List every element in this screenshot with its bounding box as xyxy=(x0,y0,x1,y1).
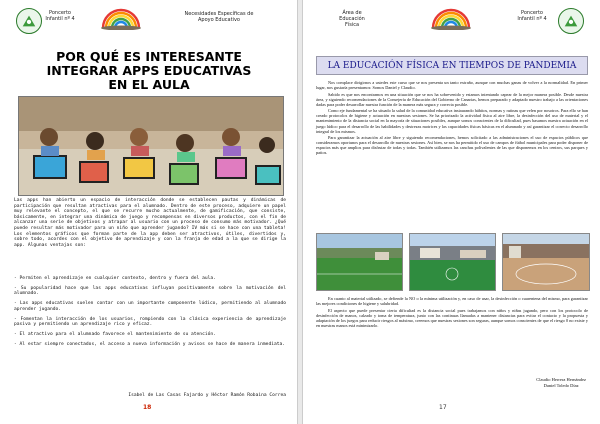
left-header-area: Necesidades Específicas de Apoyo Educativo xyxy=(184,11,254,23)
article-authors: Claudio Herrera Hernández Daniel Toledo Díaz xyxy=(536,377,586,388)
rainbow-icon xyxy=(100,6,142,30)
list-item: - Las apps educativas suelen contar con un importante componente lúdico, permitiendo al alumnado aprender jugando. xyxy=(14,301,286,312)
paragraph: Como eje fundamental se ha situado la salud de la comunidad educativa instaurando hábitos, normas y rutinas que velen por nosotros. Para ello se han creado protocolos de higiene y actuación en nuestras sesiones. Se ha priorizado la actividad física al aire libre, la desinfección del uso de material y el mantenimiento de la distancia social en la mayoría de situaciones posibles, aunque somos conscientes de la dificultad, pues basamos nuestra actuación en el juego lúdico para el desarrollo de las habilidades y destrezas motrices y las capacidades físicas básicas en el alumnado y así garantizar el correcto desarrollo integral de los mismos. xyxy=(316,108,588,134)
article-author: Isabel de Las Casas Fajardo y Héctor Ramón Robaina Correa xyxy=(128,393,286,398)
paragraph: El aspecto que puede presentar cierta dificultad es la distancia social pues trabajamos con niños y niñas jugando, pero con los protocolo de desinfección de manos, calzado y toma de temperatura, junto con las continuas llamadas a mantener distancias para evitar el contacto y la propuesta y adaptación de los juegos para reducir riesgos al máximo, creemos que nuestras sesiones son seguras, aunque somos conscientes de que el riesgo 0 no existe y en nuestras manos está minimizarlo. xyxy=(316,307,588,328)
page-number-right: 17 xyxy=(439,404,447,411)
right-header-title: Poncerto Infantil nº 4 xyxy=(517,10,547,22)
left-page xyxy=(0,0,298,424)
page-title: POR QUÉ ES INTERESANTE INTEGRAR APPS EDUCATIVAS EN EL AULA xyxy=(46,49,252,92)
tablets-photo xyxy=(18,96,284,196)
sports-court-photo xyxy=(502,233,590,291)
list-item: - Permiten el aprendizaje en cualquier contexto, dentro y fuera del aula. xyxy=(14,276,216,281)
advantages-list xyxy=(14,276,286,351)
article-body-top xyxy=(316,80,588,157)
paragraph: Nos complace dirigirnos a ustedes este curso que se nos presenta un tanto extraño, aunque con muchas ganas de volver a la normalidad. En primer lugar, nos gustaría presentarnos: Somos Daniel y Claudio. xyxy=(316,80,588,91)
list-item: - El atractivo para el alumnado favorece el mantenimiento de su atención. xyxy=(14,331,216,337)
football-field-photo xyxy=(316,233,403,291)
football-field-photo xyxy=(409,233,496,291)
rainbow-icon xyxy=(430,6,472,30)
list-item: - Al estar siempre conectados, el acceso a nueva información y avisos se hace de manera inmediata. xyxy=(14,341,286,347)
intro-paragraph: Las apps han abierto un espacio de interacción donde se establecen pautas y dinámicas de participación que resultan atractivas para el alumnado. Dentro de este proceso, adquiere un papel muy relevante el concepto, el que se recurre mucho actualmente, de gamificación, que consiste, básicamente, en integrar una dinámica de juego y recompensas en diversos productos, con el fin de alcanzar una serie de objetivos y atrapar al usuario con un proceso de consumo más motivador. ¿Qué puede resultar más motivador para un niño que aprender jugando? IV más si se hace con una tableta! Los elementos gráficos que forman parte de la app deben ser atractivos, útiles, divertidos y, sobre todo, acordes con el objetivo de aprendizaje y con la franja de edad a la que se dirige la app. Algunas ventajas son: xyxy=(14,198,286,248)
paragraph: Sabido es que nos encontramos en una situación que se nos ha sobrevenido y estamos intentando capear de la mejor manera posible. Desde nuestra área, y siguiendo recomendaciones de la Consejería de Educación del Gobierno de Canarias, hemos preparado y adaptado nuestro trabajo a las orientaciones dadas para poder desarrollar nuestra función de la manera más segura y correcta posible. xyxy=(316,91,588,107)
list-item: - Su popularidad hace que las apps educativas influyan positivamente sobre la motivación del alumnado. xyxy=(14,285,286,297)
page-number-left: 18 xyxy=(143,404,152,411)
left-header-title: Poncerto Infantil nº 4 xyxy=(45,10,75,22)
article-body-bottom xyxy=(316,296,588,329)
paragraph: Para garantizar la actuación al aire libre y siguiendo recomendaciones, hemos solicitado a las administraciones el uso de espacios públicos que consideramos oportunos para el desarrollo de nuestras sesiones. Así bien, se nos ha permitido el uso de campos de fútbol municipales para poder disponer de espacios más que amplios para disfrutar de todas y todas. También utilizamos las canchas polivalentes de las que disponemos en los centros, sus parques y patios. xyxy=(316,135,588,156)
right-header-area: Área de Educación Física xyxy=(339,10,365,28)
right-page xyxy=(302,0,600,424)
paragraph: En cuanto al material utilizado, se defiende la NO o la mínima utilización y, en caso de usar, la desinfección o cuarentena del mismo, para garantizar las mejores condiciones de higiene y salubridad. xyxy=(316,296,588,307)
school-logo-icon xyxy=(558,8,584,34)
sports-photos xyxy=(316,233,588,291)
school-logo-icon xyxy=(16,8,42,34)
article-title: LA EDUCACIÓN FÍSICA EN TIEMPOS DE PANDEMIA xyxy=(316,56,588,75)
list-item: - Fomentan la interacción de los usuarios, rompiendo con la clásica experiencia de aprendizaje pasiva y permitiendo un aprendizaje rico y eficaz. xyxy=(14,316,286,328)
